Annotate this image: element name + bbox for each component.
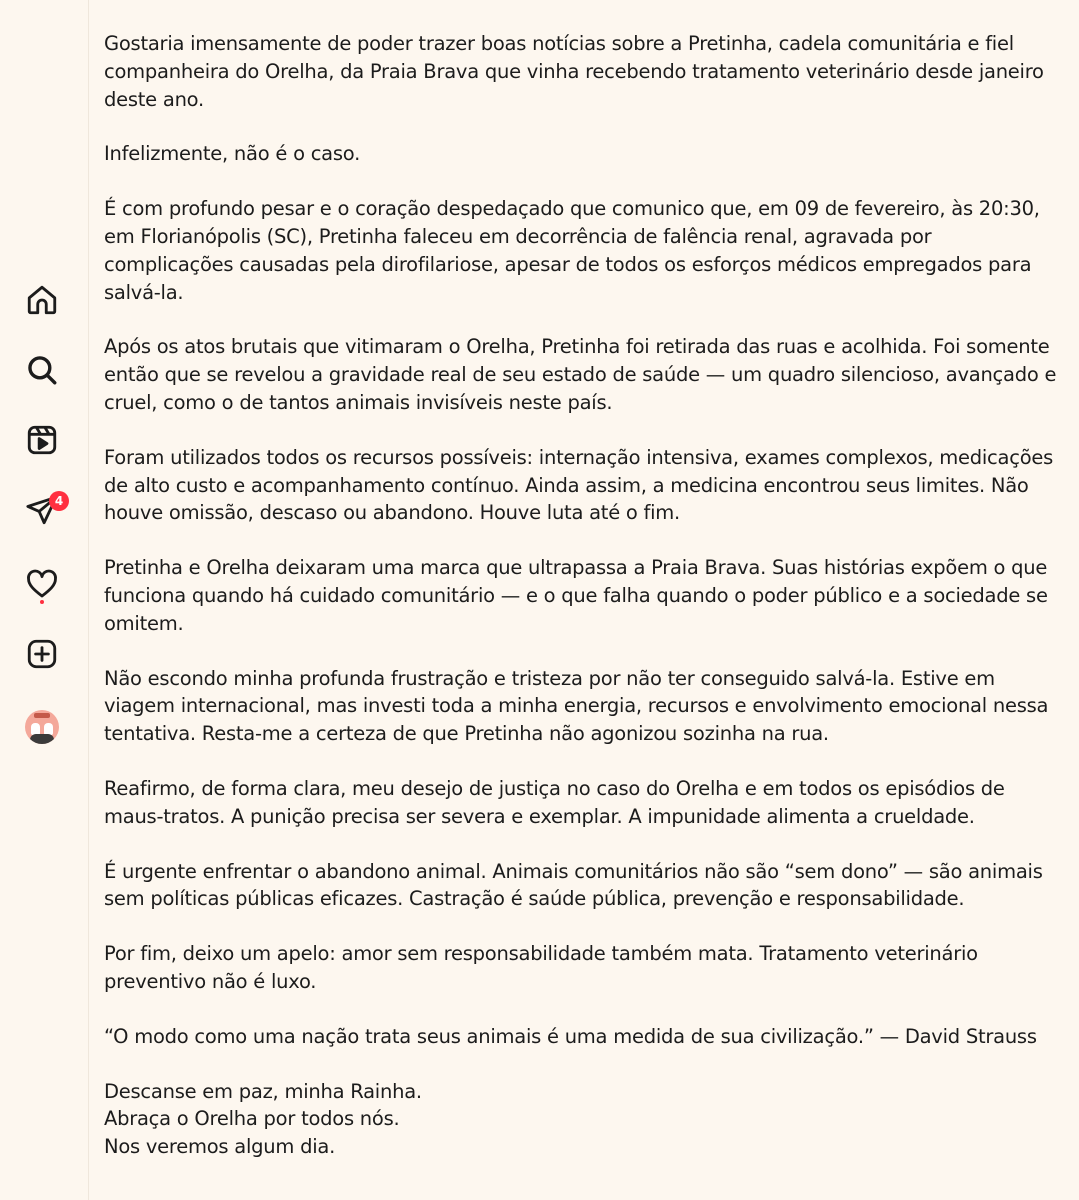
avatar xyxy=(25,710,59,744)
heart-icon xyxy=(25,567,59,601)
closing-line: Abraça o Orelha por todos nós. xyxy=(104,1107,400,1131)
caption-paragraph: Por fim, deixo um apelo: amor sem responsabilidade também mata. Tratamento veterinário preventivo não é luxo. xyxy=(104,942,978,993)
caption-paragraph: Gostaria imensamente de poder trazer boas notícias sobre a Pretinha, cadela comunitária e fiel companheira do Orelha, da Praia Brava que vinha recebendo tratamento veterinário desde janeiro deste ano. xyxy=(104,32,1044,111)
notification-dot xyxy=(40,600,44,604)
search-icon xyxy=(25,353,59,387)
caption-paragraph: Foram utilizados todos os recursos possíveis: internação intensiva, exames complexos, medicações de alto custo e acompanhamento contínuo. Ainda assim, a medicina encontrou seus limites. Não houve omissão, descaso ou abandono. Houve luta até o fim. xyxy=(104,445,1054,525)
caption-closing xyxy=(104,1078,1064,1161)
post-caption xyxy=(104,30,1064,1161)
nav-messages[interactable] xyxy=(20,488,64,532)
caption-quote: “O modo como uma nação trata seus animais é uma medida de sua civilização.” — David Strauss xyxy=(104,1024,1037,1048)
nav-search[interactable] xyxy=(20,348,64,392)
caption-paragraph: Infelizmente, não é o caso. xyxy=(104,142,361,166)
plus-square-icon xyxy=(25,637,59,671)
sidebar-nav xyxy=(0,0,89,1200)
messages-badge: 4 xyxy=(49,491,69,511)
reels-icon xyxy=(25,423,59,457)
nav-reels[interactable] xyxy=(20,418,64,462)
home-icon xyxy=(25,283,59,317)
nav-notifications[interactable] xyxy=(20,562,64,606)
closing-line: Descanse em paz, minha Rainha. xyxy=(104,1079,422,1103)
caption-paragraph: Não escondo minha profunda frustração e tristeza por não ter conseguido salvá-la. Estive em viagem internacional, mas investi toda a minha energia, recursos e envolvimento emocional nessa tentativa. Resta-me a certeza de que Pretinha não agonizou sozinha na rua. xyxy=(104,666,1049,746)
caption-paragraph: É com profundo pesar e o coração despedaçado que comunico que, em 09 de fevereiro, às 20:30, em Florianópolis (SC), Pretinha faleceu em decorrência de falência renal, agravada por complicações causadas pela dirofilariose, apesar de todos os esforços médicos empregados para salvá-la. xyxy=(104,197,1040,304)
caption-paragraph: Reafirmo, de forma clara, meu desejo de justiça no caso do Orelha e em todos os episódios de maus-tratos. A punição precisa ser severa e exemplar. A impunidade alimenta a crueldade. xyxy=(104,776,1005,828)
nav-create[interactable] xyxy=(20,632,64,676)
nav-profile[interactable] xyxy=(20,705,64,749)
caption-paragraph: Pretinha e Orelha deixaram uma marca que ultrapassa a Praia Brava. Suas histórias expõem o que funciona quando há cuidado comunitário — e o que falha quando o poder público e a sociedade se omitem. xyxy=(104,556,1048,635)
closing-line: Nos veremos algum dia. xyxy=(104,1135,336,1159)
caption-paragraph: É urgente enfrentar o abandono animal. Animais comunitários não são “sem dono” — são animais sem políticas públicas eficazes. Castração é saúde pública, prevenção e responsabilidade. xyxy=(104,859,1043,911)
nav-home[interactable] xyxy=(20,278,64,322)
caption-paragraph: Após os atos brutais que vitimaram o Orelha, Pretinha foi retirada das ruas e acolhida. Foi somente então que se revelou a gravidade real de seu estado de saúde — um quadro silencioso, avançado e cruel, como o de tantos animais invisíveis neste país. xyxy=(104,335,1057,414)
